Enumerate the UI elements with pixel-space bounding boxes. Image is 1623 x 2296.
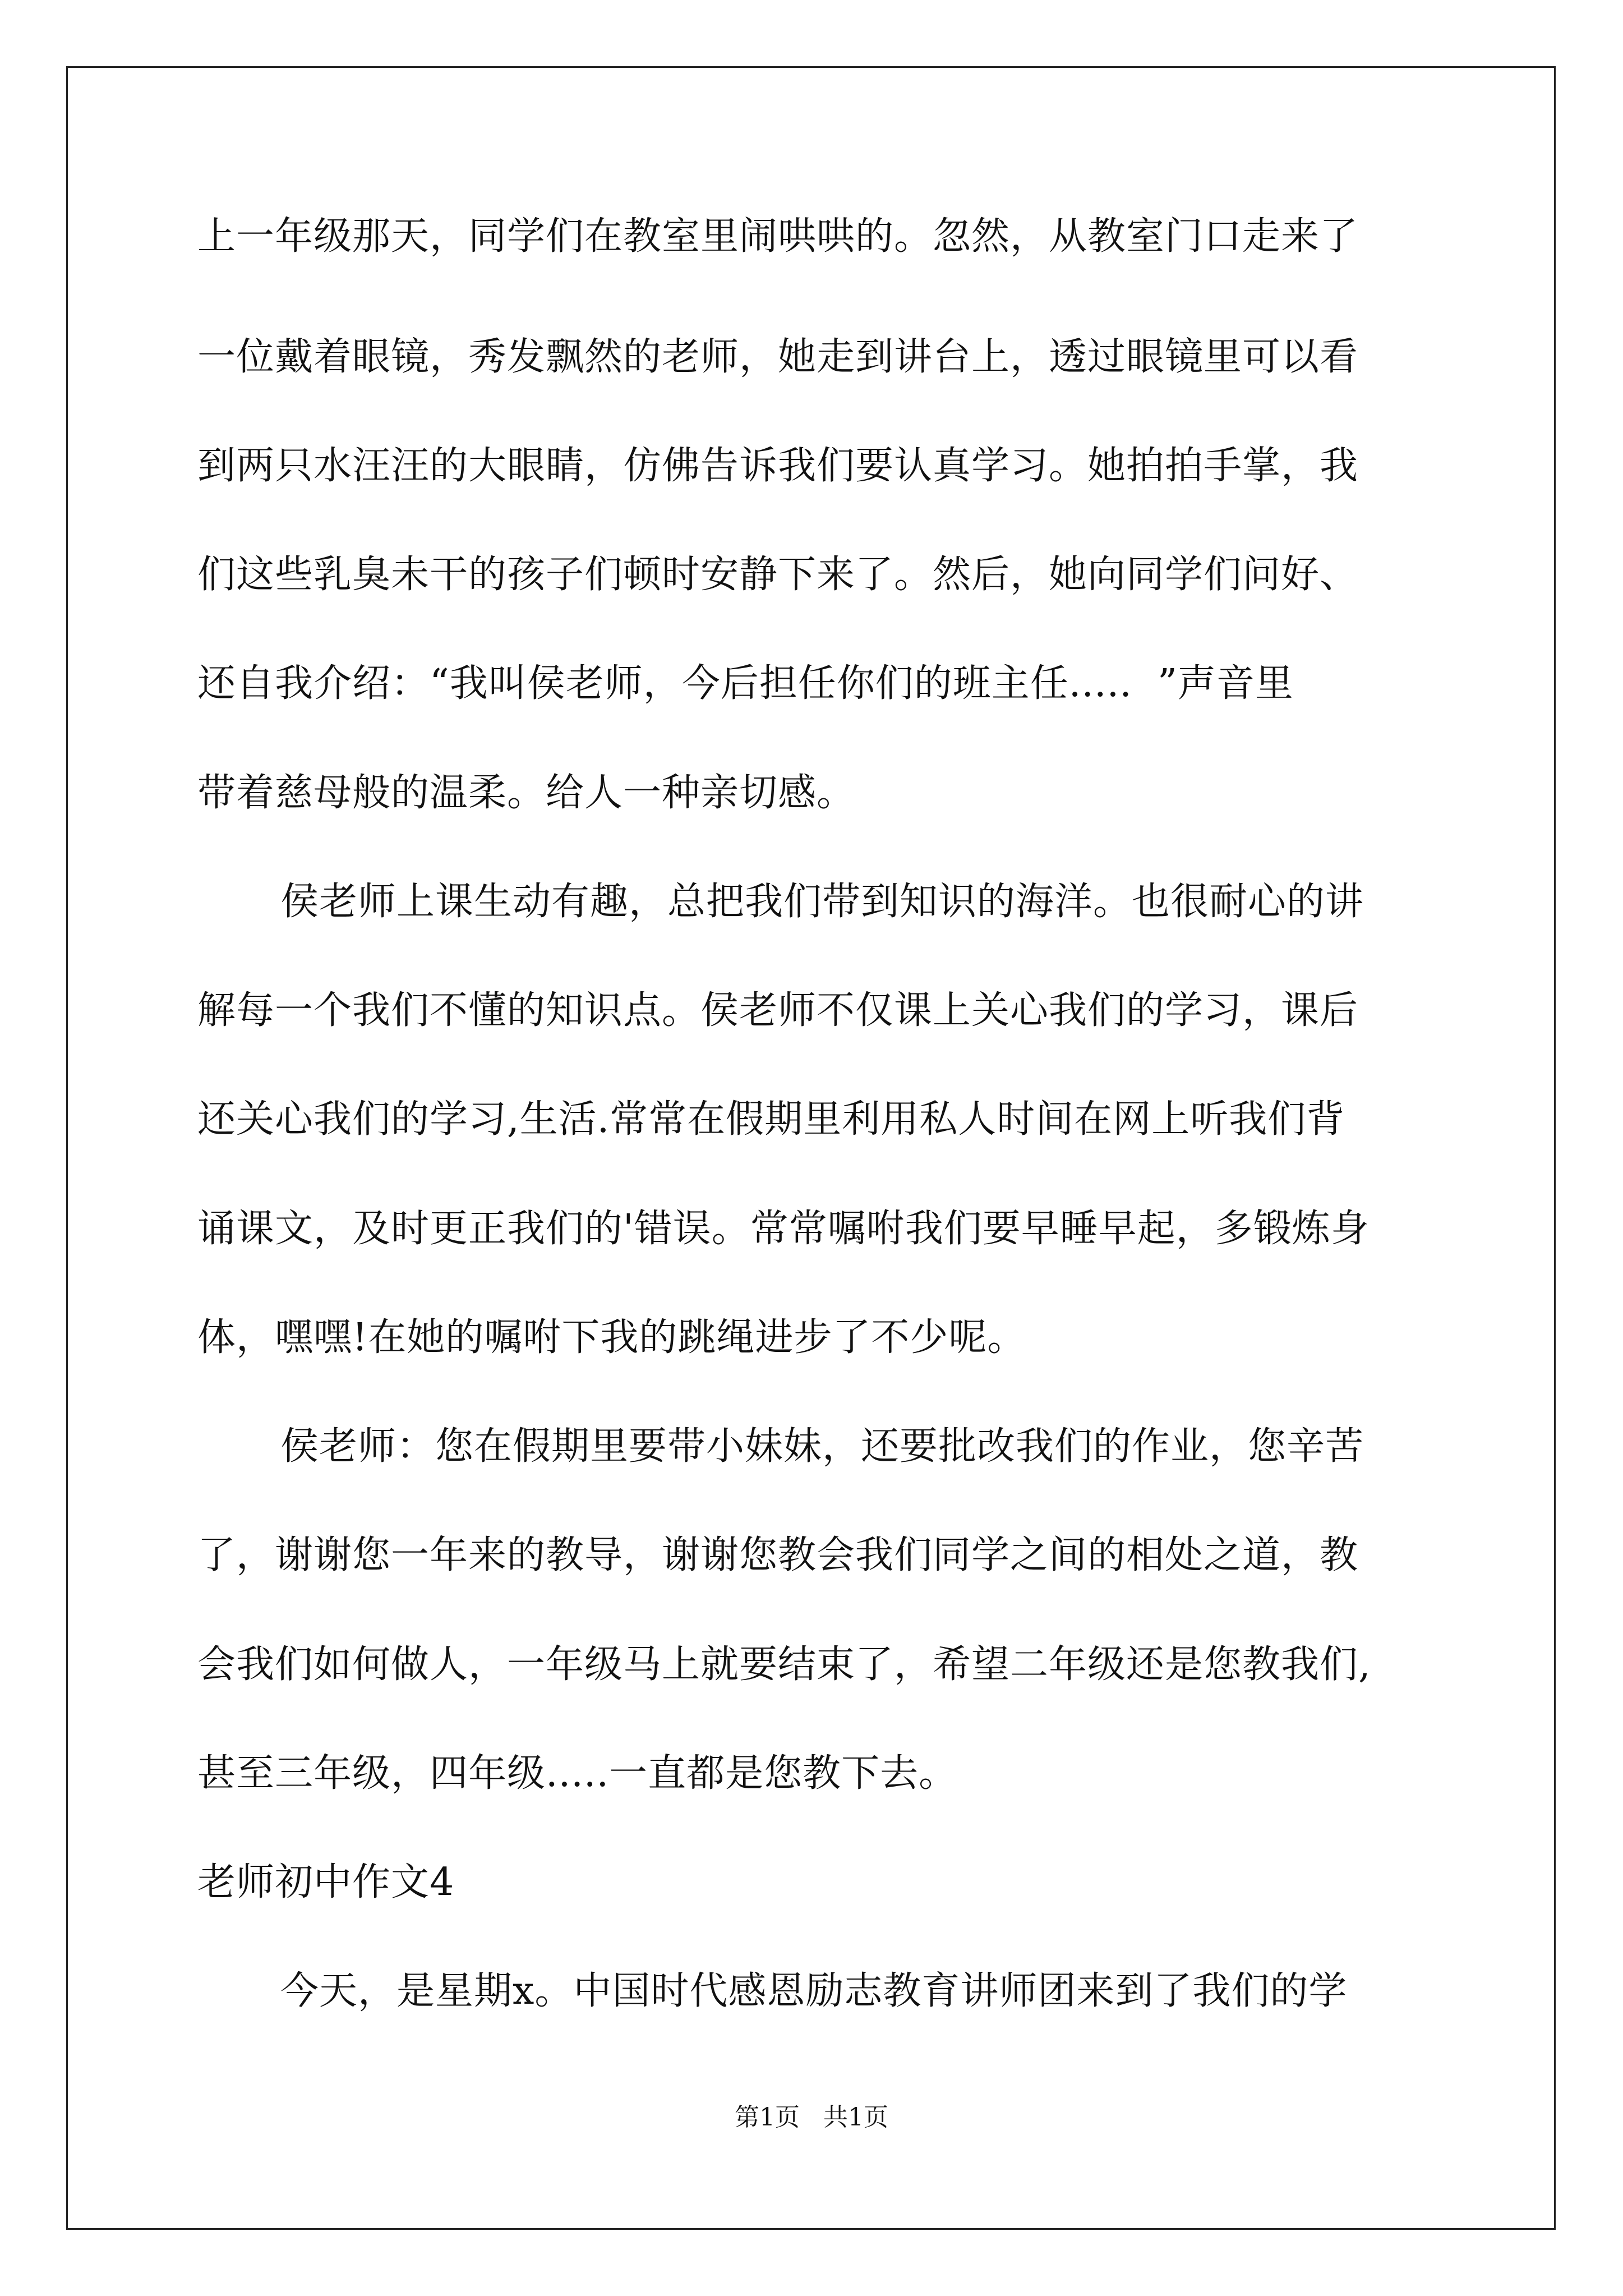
paragraph-line: 侯老师：您在假期里要带小妹妹，还要批改我们的作业，您辛苦: [280, 1424, 1364, 1469]
paragraph-line: 们这些乳臭未干的孩子们顿时安静下来了。然后，她向同学们问好、: [197, 553, 1359, 597]
paragraph-line: 侯老师上课生动有趣，总把我们带到知识的海洋。也很耐心的讲: [280, 880, 1364, 924]
page-border: [66, 66, 1556, 2230]
paragraph-line: 解每一个我们不懂的知识点。侯老师不仅课上关心我们的学习，课后: [197, 988, 1359, 1033]
paragraph-line: 一位戴着眼镜，秀发飘然的老师，她走到讲台上，透过眼镜里可以看: [197, 335, 1359, 379]
paragraph-line: 体，嘿嘿!在她的嘱咐下我的跳绳进步了不少呢。: [197, 1315, 1026, 1360]
paragraph-line: 今天，是星期x。中国时代感恩励志教育讲师团来到了我们的学: [280, 1969, 1348, 2013]
paragraph-line: 了，谢谢您一年来的教导，谢谢您教会我们同学之间的相处之道，教: [197, 1533, 1359, 1577]
paragraph-line: 还关心我们的学习,生活.常常在假期里利用私人时间在网上听我们背: [197, 1097, 1345, 1142]
paragraph-line: 上一年级那天，同学们在教室里闹哄哄的。忽然，从教室门口走来了: [197, 214, 1359, 259]
paragraph-line: 还自我介绍：“我叫侯老师，今后担任你们的班主任..... ”声音里: [197, 661, 1294, 706]
paragraph-line: 诵课文，及时更正我们的'错误。常常嘱咐我们要早睡早起，多锻炼身: [197, 1207, 1370, 1251]
paragraph-line: 带着慈母般的温柔。给人一种亲切感。: [197, 771, 856, 815]
page-footer: 第1页 共1页: [735, 2103, 888, 2132]
paragraph-line: 甚至三年级，四年级.....一直都是您教下去。: [197, 1751, 958, 1796]
section-heading: 老师初中作文4: [197, 1860, 455, 1904]
paragraph-line: 到两只水汪汪的大眼睛，仿佛告诉我们要认真学习。她拍拍手掌，我: [197, 444, 1359, 488]
paragraph-line: 会我们如何做人，一年级马上就要结束了，希望二年级还是您教我们,: [197, 1642, 1371, 1687]
